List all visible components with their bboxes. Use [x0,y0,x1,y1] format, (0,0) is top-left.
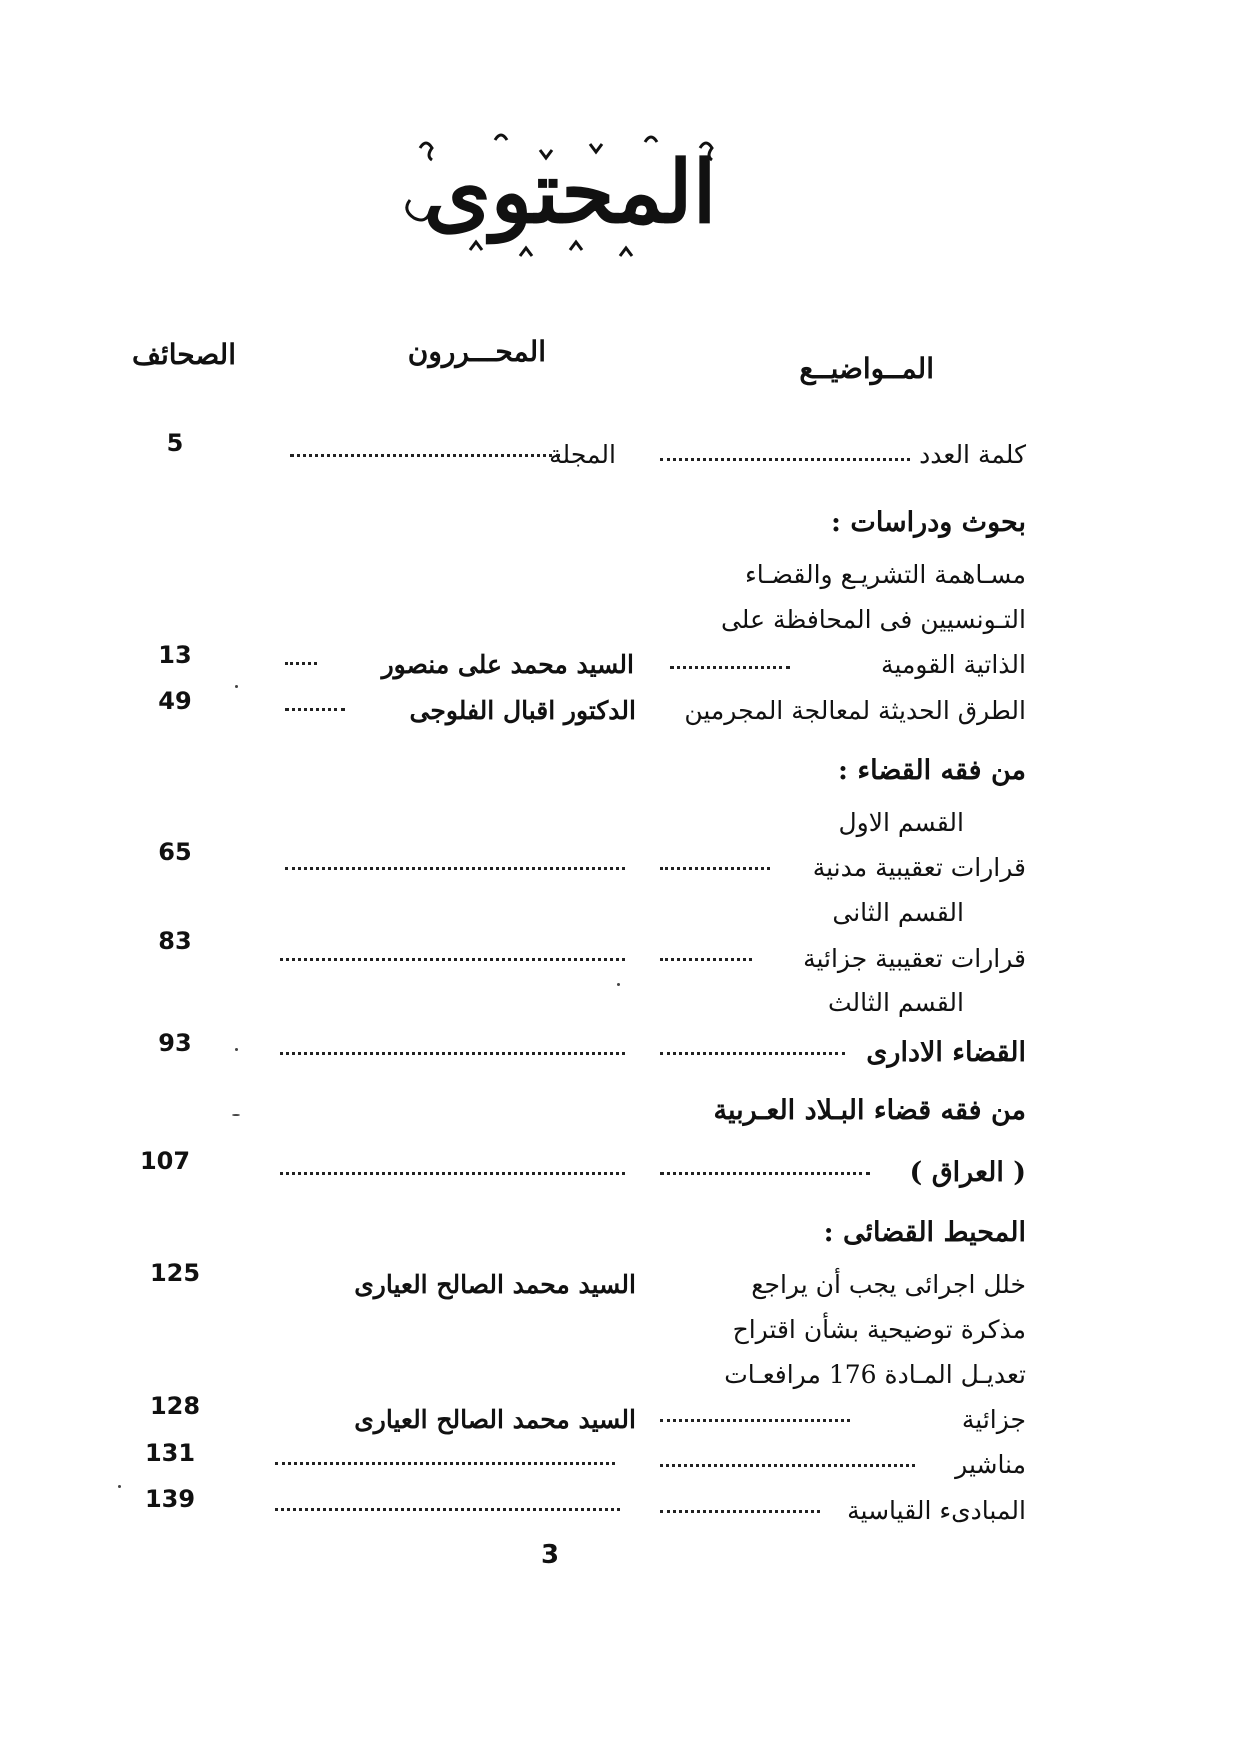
leader-dots [290,454,560,457]
title-text: المحتوى [423,142,717,243]
section-heading-text: من فقه القضاء : [838,755,1026,786]
toc-topic: خلل اجرائى يجب أن يراجع [751,1270,1026,1299]
leader-dots [660,867,770,870]
leader-dots [285,662,317,665]
toc-author: السيد محمد على منصور [381,650,634,679]
toc-topic: قرارات تعقيبية مدنية [812,853,1026,882]
toc-topic: كلمة العدد [919,440,1026,469]
toc-section-heading [0,748,1236,794]
leader-dots [660,1510,820,1513]
toc-topic: القضاء الادارى [866,1037,1026,1068]
toc-page-number: 131 [144,1439,196,1467]
toc-page-number: 139 [144,1485,196,1513]
toc-page-number: 5 [166,429,184,457]
leader-dots [280,1172,625,1175]
scan-speck [118,1485,121,1488]
leader-dots [275,1508,620,1511]
toc-topic: ( العراق ) [909,1157,1026,1188]
toc-page-number: 83 [158,927,192,955]
toc-topic: مسـاهمة التشريـع والقضـاء [744,560,1026,589]
toc-page-number: 107 [139,1147,191,1175]
leader-dots [285,708,345,711]
toc-topic: التـونسيين فى المحافظة على [720,605,1026,634]
toc-topic: المبادىء القياسية [847,1496,1026,1525]
toc-page-number: 93 [158,1029,192,1057]
footer-page-number: 3 [540,1540,560,1570]
section-heading-text: المحيط القضائى : [823,1217,1026,1248]
leader-dots [275,1462,615,1465]
leader-dots [660,958,752,961]
toc-author: المجلة [549,440,616,469]
toc-row [0,1030,1236,1076]
header-topics: المــواضيــع [799,352,934,385]
toc-author: السيد محمد الصالح العيارى [354,1270,636,1299]
leader-dots [285,867,625,870]
leader-dots [280,1052,625,1055]
toc-author: السيد محمد الصالح العيارى [354,1405,636,1434]
toc-page-number: 13 [158,641,192,669]
contents-title [400,130,740,270]
scan-speck [235,1048,238,1051]
leader-dots [660,1419,850,1422]
toc-row [0,1307,1236,1353]
toc-page-number: 65 [158,838,192,866]
toc-page-number: 128 [149,1392,201,1420]
subsection-text: القسم الثانى [832,898,964,927]
toc-row [0,1485,1236,1534]
section-heading-text: من فقه قضاء البـلاد العـربية [713,1095,1026,1126]
header-pages: الصحائف [132,338,236,371]
toc-page-number: 49 [158,687,192,715]
toc-topic: مذكرة توضيحية بشأن اقتراح [732,1315,1026,1344]
toc-author: الدكتور اقبال الفلوجى [409,696,636,725]
leader-dots [660,1172,870,1175]
toc-row [0,838,1236,891]
toc-row [0,688,1236,734]
toc-row [0,552,1236,598]
leader-dots [660,1052,845,1055]
toc-row [0,1147,1236,1196]
subsection-text: القسم الثالث [828,988,964,1017]
toc-topic: جزائية [961,1405,1026,1434]
section-heading-text: بحوث ودراسات : [831,507,1026,538]
scan-speck [617,983,620,986]
toc-page-number: 125 [149,1259,201,1287]
leader-dots [670,666,790,669]
leader-dots [660,458,910,461]
scan-speck [232,1114,240,1116]
toc-topic: مناشير [955,1450,1026,1479]
subsection-text: القسم الاول [838,808,964,837]
toc-row [0,927,1236,982]
toc-row [0,429,1236,478]
header-authors: المحـــررون [407,335,546,368]
leader-dots [660,1464,915,1467]
toc-topic: قرارات تعقيبية جزائية [803,944,1026,973]
toc-section-heading [0,500,1236,546]
toc-topic: الذاتية القومية [881,650,1026,679]
toc-topic: الطرق الحديثة لمعالجة المجرمين [684,696,1026,725]
toc-section-heading [0,1088,1236,1134]
leader-dots [280,958,625,961]
scan-speck [235,685,238,688]
toc-row [0,1259,1236,1308]
toc-topic: تعديـل المـادة 176 مرافعـات [724,1360,1026,1389]
